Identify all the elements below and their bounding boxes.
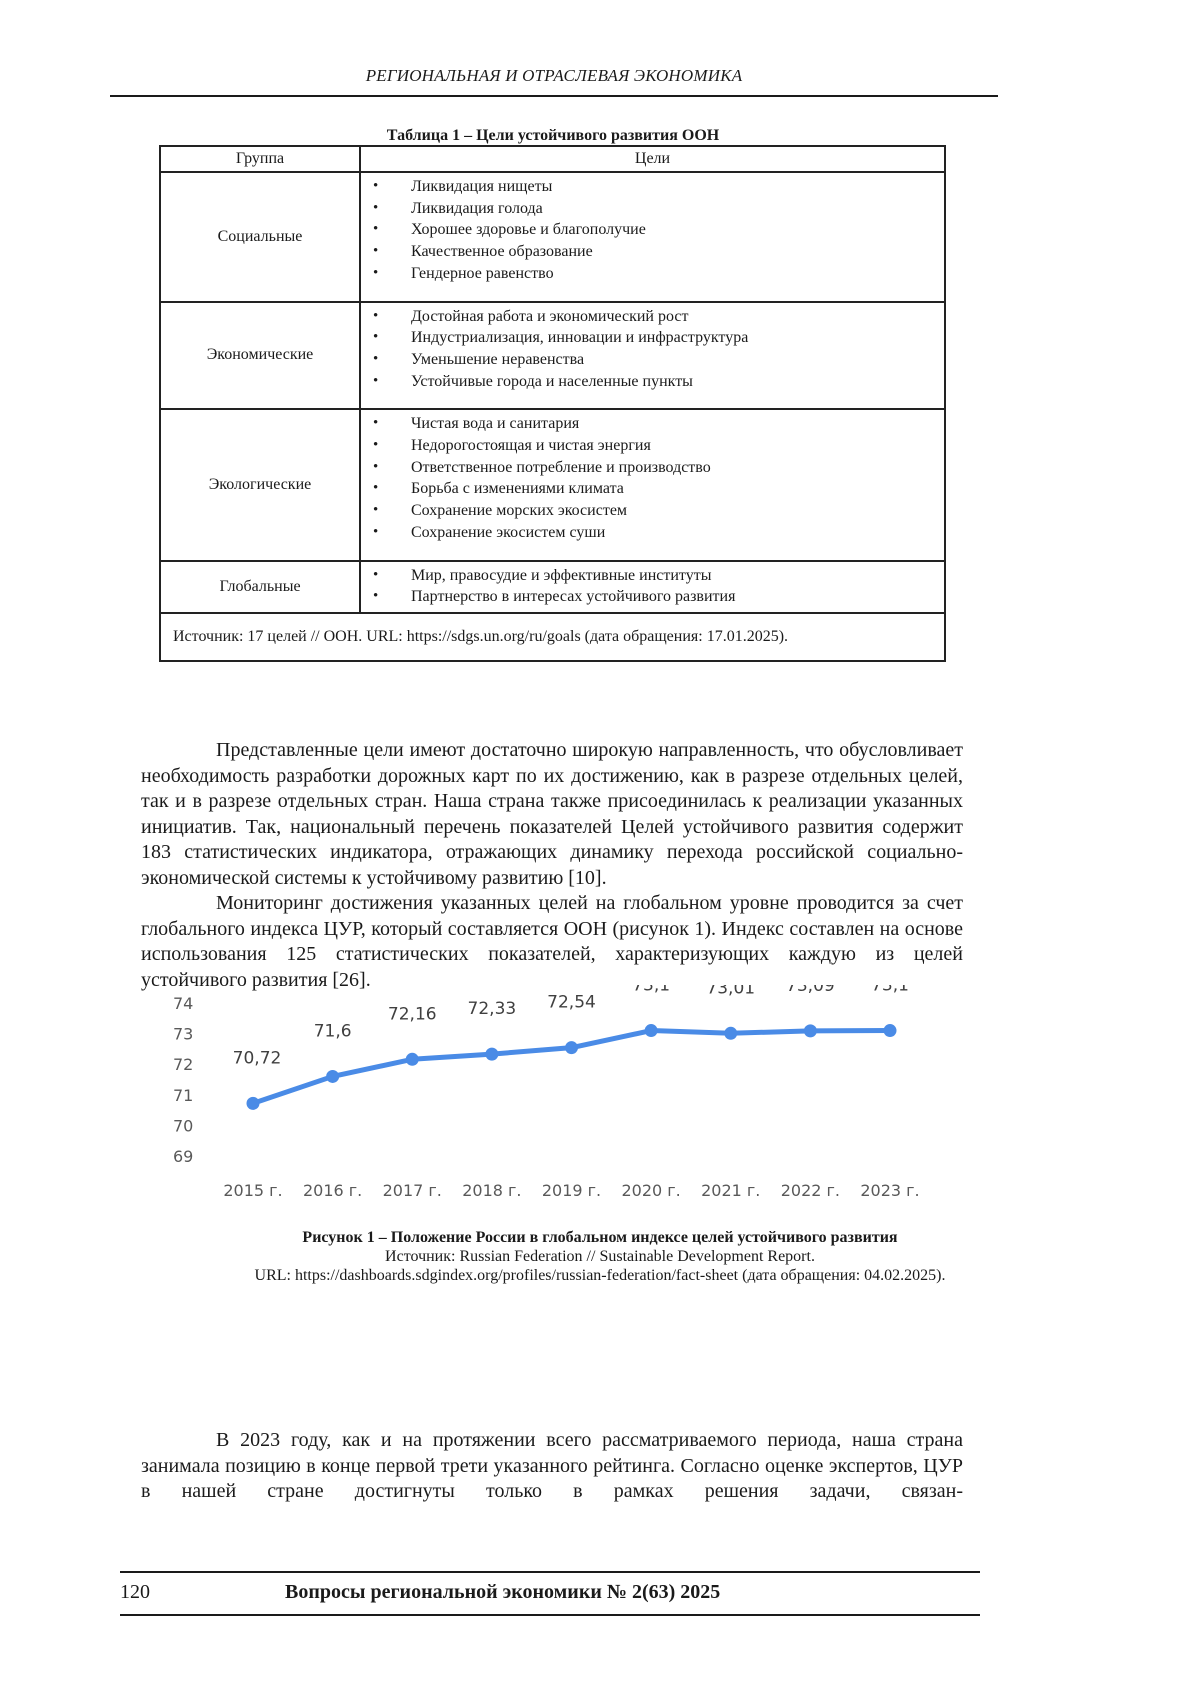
data-point-marker xyxy=(565,1041,578,1054)
goal-item: • Гендерное равенство xyxy=(361,263,944,285)
data-label: 72,33 xyxy=(467,999,517,1020)
line-chart xyxy=(160,985,1040,1215)
table-source: Источник: 17 целей // ООН. URL: https://sdgs.un.org/ru/goals (дата обращения: 17.01.2025). xyxy=(160,613,945,661)
goal-item: • Борьба с изменениями климата xyxy=(361,478,944,500)
data-label: 73,1 xyxy=(632,985,671,996)
x-tick-label: 2015 г. xyxy=(223,1181,283,1200)
data-point-marker xyxy=(804,1024,817,1037)
column-header-group: Группа xyxy=(160,146,360,172)
data-label: 73,1 xyxy=(871,985,909,996)
goal-item: • Хорошее здоровье и благополучие xyxy=(361,219,944,241)
data-point-marker xyxy=(485,1048,498,1061)
x-tick-label: 2023 г. xyxy=(860,1181,920,1200)
goal-item: • Партнерство в интересах устойчивого развития xyxy=(361,586,944,608)
goal-item: • Качественное образование xyxy=(361,241,944,263)
data-label: 72,16 xyxy=(387,1004,437,1025)
x-tick-label: 2017 г. xyxy=(382,1181,442,1200)
goal-item: • Сохранение экосистем суши xyxy=(361,522,944,544)
body-text-after xyxy=(141,1428,963,1505)
table-row xyxy=(160,561,945,613)
data-label: 71,6 xyxy=(313,1021,352,1042)
goal-item: • Мир, правосудие и эффективные институты xyxy=(361,565,944,587)
goal-list xyxy=(361,173,944,301)
y-tick-label: 69 xyxy=(173,1147,194,1166)
goal-item: • Устойчивые города и населенные пункты xyxy=(361,371,944,393)
page-number: 120 xyxy=(120,1581,150,1603)
column-header-goals: Цели xyxy=(360,146,945,172)
goal-item: • Уменьшение неравенства xyxy=(361,349,944,371)
goal-item: • Ответственное потребление и производство xyxy=(361,457,944,479)
x-tick-label: 2021 г. xyxy=(701,1181,761,1200)
y-tick-label: 73 xyxy=(173,1024,194,1044)
data-label: 70,72 xyxy=(232,1048,282,1069)
paragraph: В 2023 году, как и на протяжении всего рассматриваемого периода, наша страна занимала позицию в конце первой трети указанного рейтинга. Согласно оценке экспертов, ЦУР в нашей стране достигнуты только в рамках решения задачи, связан- xyxy=(141,1429,963,1502)
data-label: 72,54 xyxy=(547,992,596,1013)
goal-list xyxy=(361,303,944,409)
table-row xyxy=(160,302,945,410)
x-tick-label: 2019 г. xyxy=(541,1181,602,1200)
table-row xyxy=(160,409,945,560)
data-point-marker xyxy=(724,1027,737,1040)
table-header-row xyxy=(160,146,945,172)
goals-cell xyxy=(360,172,945,302)
x-tick-label: 2018 г. xyxy=(462,1181,522,1200)
figure-url: URL: https://dashboards.sdgindex.org/profiles/russian-federation/fact-sheet (дата обращения: 04.02.2025). xyxy=(254,1267,946,1284)
figure-source: Источник: Russian Federation // Sustainable Development Report. xyxy=(385,1248,815,1265)
journal-title: Вопросы региональной экономики № 2(63) 2025 xyxy=(285,1581,721,1603)
table-row xyxy=(160,172,945,302)
goals-cell xyxy=(360,561,945,613)
goal-item: • Индустриализация, инновации и инфраструктура xyxy=(361,327,944,349)
paragraph: Мониторинг достижения указанных целей на глобальном уровне проводится за счет глобального индекса ЦУР, который составляется ООН (рисунок 1). Индекс составлен на основе использования 125 статистических показателей, характеризующих каждую из целей устойчивого развития [26]. xyxy=(141,892,963,991)
y-tick-label: 71 xyxy=(173,1085,194,1105)
figure-caption xyxy=(150,1228,1050,1285)
y-tick-label: 70 xyxy=(173,1116,194,1136)
group-cell: Глобальные xyxy=(160,561,360,613)
data-point-marker xyxy=(247,1097,260,1110)
goal-list xyxy=(361,562,944,610)
y-tick-label: 72 xyxy=(173,1055,194,1075)
x-tick-label: 2016 г. xyxy=(302,1181,363,1200)
goal-item: • Сохранение морских экосистем xyxy=(361,500,944,522)
x-tick-label: 2020 г. xyxy=(621,1181,681,1200)
goal-item: • Чистая вода и санитария xyxy=(361,413,944,435)
footer-rule-top xyxy=(120,1571,980,1573)
footer-rule-bottom xyxy=(120,1614,980,1616)
goal-item: • Ликвидация голода xyxy=(361,198,944,220)
header-rule xyxy=(110,95,998,97)
goal-item: • Ликвидация нищеты xyxy=(361,176,944,198)
data-label: 73,09 xyxy=(786,985,835,996)
group-cell: Экономические xyxy=(160,302,360,410)
data-point-marker xyxy=(326,1070,339,1083)
x-tick-label: 2022 г. xyxy=(780,1181,841,1200)
goal-list xyxy=(361,410,944,559)
data-point-marker xyxy=(406,1053,419,1066)
y-tick-label: 74 xyxy=(173,994,194,1013)
data-label: 73,01 xyxy=(706,985,756,999)
running-head: РЕГИОНАЛЬНАЯ И ОТРАСЛЕВАЯ ЭКОНОМИКА xyxy=(365,66,743,85)
goal-item: • Достойная работа и экономический рост xyxy=(361,306,944,328)
sdg-index-chart xyxy=(160,985,1040,1215)
goals-table xyxy=(159,145,946,662)
data-point-marker xyxy=(645,1024,658,1037)
table-source-row xyxy=(160,613,945,661)
group-cell: Экологические xyxy=(160,409,360,560)
body-text-before xyxy=(141,738,963,993)
paragraph: Представленные цели имеют достаточно широкую направленность, что обусловливает необходимость разработки дорожных карт по их достижению, как в разрезе отдельных целей, так и в разрезе отдельных стран. Наша страна также присоединилась к реализации указанных инициатив. Так, национальный перечень показателей Целей устойчивого развития содержит 183 статистических индикатора, отражающих динамику перехода российской социально-экономической системы к устойчивому развитию [10]. xyxy=(141,739,963,889)
goals-cell xyxy=(360,302,945,410)
table-title: Таблица 1 – Цели устойчивого развития ООН xyxy=(386,127,720,144)
goals-cell xyxy=(360,409,945,560)
group-cell: Социальные xyxy=(160,172,360,302)
figure-title: Рисунок 1 – Положение России в глобальном индексе целей устойчивого развития xyxy=(302,1229,898,1246)
data-point-marker xyxy=(884,1024,897,1037)
goal-item: • Недорогостоящая и чистая энергия xyxy=(361,435,944,457)
